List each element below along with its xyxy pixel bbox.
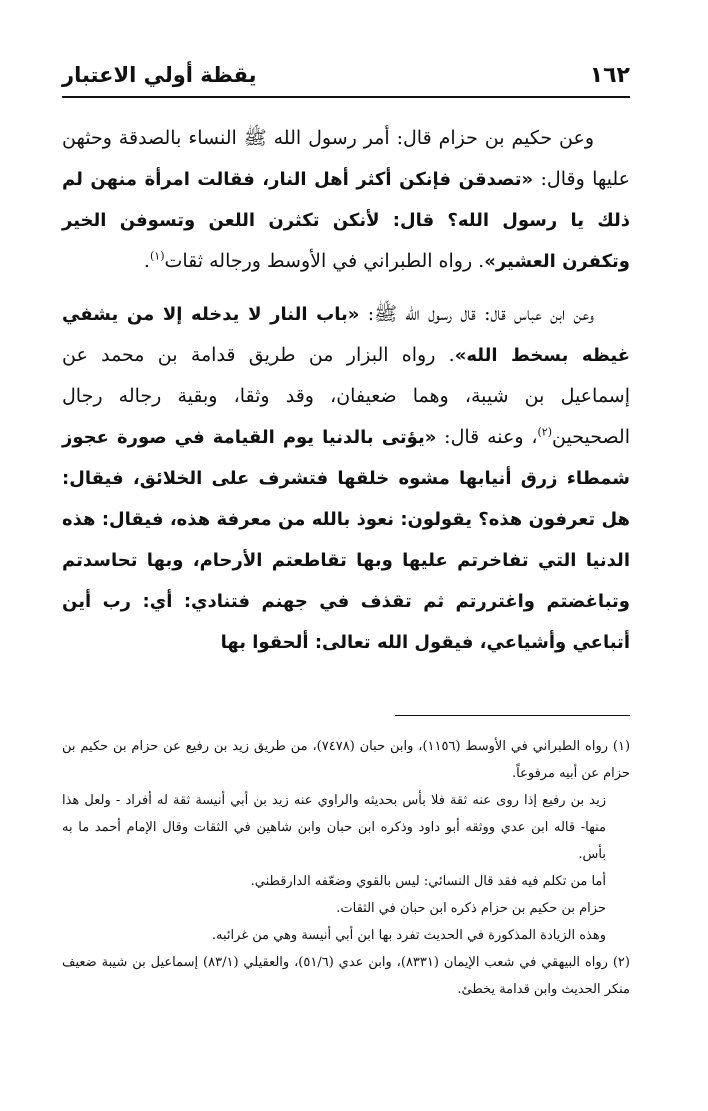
hadith-quote: «يؤتى بالدنيا يوم القيامة في صورة عجوز شمطاء زرق أنيابها مشوه خلقها فتشرف على الخلائق، فيقال: هل تعرفون هذه؟ يقولون: نعوذ بالله من معرفة هذه، فيقال: هذه الدنيا التي تفاخرتم عليها وبها تقاطعتم الأرحام، وبها تحاسدتم وتباغضتم واغتررتم ثم تقذف في جهنم فتنادي: أي: رب أين أتباعي وأشياعي، فيقول الله تعالى: ألحقوا بها (62, 427, 630, 653)
footnote-ref[interactable]: (١) (149, 249, 165, 263)
paragraph-tail: . رواه البزار من طريق قدامة بن محمد عن إسماعيل بن شيبة، وهما ضعيفان، وقد وثقا، وبقية رجاله رجال الصحيحين (62, 344, 631, 448)
footnote: وهذه الزيادة المذكورة في الحديث تفرد بها ابن أبي أنيسة وهي من غرائبه. (211, 928, 606, 943)
paragraph-lead: وعن حكيم بن حزام قال: أمر رسول الله ﷺ النساء بالصدقة وحثهن عليها وقال: (62, 127, 630, 190)
page-header (62, 58, 630, 92)
footnote: حزام بن حكيم بن حزام ذكره ابن حبان في الثقات. (336, 901, 606, 916)
footnote-divider (395, 715, 630, 716)
footnote: (١) رواه الطبراني في الأوسط (١١٥٦)، وابن حبان (٧٤٧٨)، من طريق زيد بن رفيع عن حزام بن حكيم بن حزام عن أبيه مرفوعاً. (62, 739, 631, 781)
paragraph-tail: . رواه الطبراني في الأوسط ورجاله ثقات (164, 250, 485, 272)
book-title: يقظة أولي الاعتبار (62, 63, 257, 87)
footnote: زيد بن رفيع إذا روى عنه ثقة فلا بأس بحديثه والراوي عنه زيد بن أبي أنيسة ثقة له أفراد - ولعل هذا منها- قاله ابن عدي ووثقه أبو داود وذكره ابن حبان وابن شاهين في الثقات وقال الإمام أحمد ما به بأس. (62, 793, 606, 862)
main-text (62, 118, 630, 675)
footnote: (٢) رواه البيهقي في شعب الإيمان (٨٣٣١)، وابن عدي (٥١/٦)، والعقيلي (٨٣/١) إسماعيل بن شيبة ضعيف منكر الحديث وابن قدامة يخطئ. (62, 955, 630, 997)
hadith-quote: «باب النار لا يدخله إلا من يشفي غيظه بسخط الله» (62, 304, 630, 366)
paragraph-lead: وعن ابن عباس قال: قال رسول الله ﷺ: (359, 303, 594, 325)
hadith-quote: «تصدقن فإنكن أكثر أهل النار، فقالت امرأة منهن لم ذلك يا رسول الله؟ قال: لأنكن تكثرن اللعن وتسوفن الخير وتكفرن العشير» (62, 169, 630, 272)
footnote-ref[interactable]: (٢) (537, 425, 552, 439)
page-number: ١٦٢ (589, 62, 630, 88)
paragraph (62, 294, 630, 663)
header-rule (62, 96, 630, 98)
paragraph-end: . (143, 250, 150, 272)
footnote: أما من تكلم فيه فقد قال النسائي: ليس بالقوي وضعّفه الدارقطني. (250, 874, 606, 889)
footnotes (62, 733, 630, 1003)
paragraph-end: ، وعنه قال: (436, 426, 538, 448)
paragraph (62, 118, 630, 282)
